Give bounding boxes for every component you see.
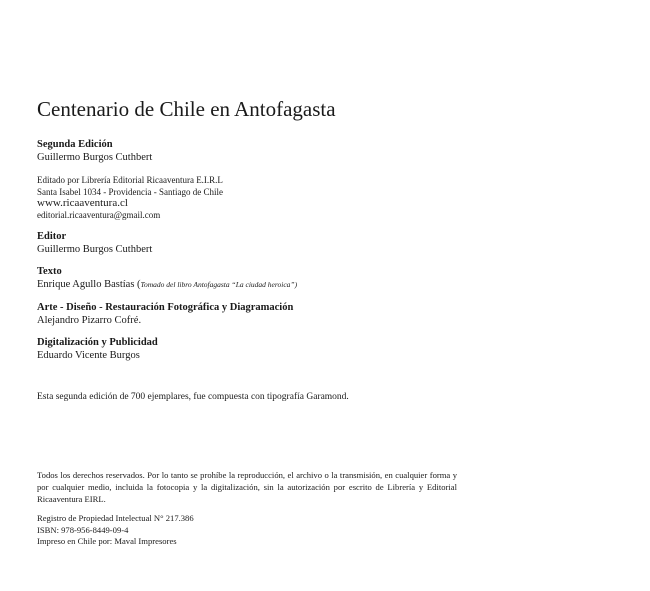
editor-name: Guillermo Burgos Cuthbert: [37, 243, 153, 255]
edition-author: Guillermo Burgos Cuthbert: [37, 151, 153, 163]
registry-number: Registro de Propiedad Intelectual N° 217.386: [37, 513, 194, 523]
digital-block: [37, 337, 158, 362]
rights-paragraph: Todos los derechos reservados. Por lo tanto se prohíbe la reproducción, el archivo o la transmisión, en cualquier forma y por cualquier medio, incluida la fotocopia y la digitalización, sin la autorización por escrito de Librería y Editorial Ricaaventura EIRL.: [37, 470, 457, 504]
digital-heading: Digitalización y Publicidad: [37, 337, 158, 348]
publisher-email: editorial.ricaaventura@gmail.com: [37, 209, 161, 220]
editor-block: [37, 231, 152, 256]
printer: Impreso en Chile por: Maval Impresores: [37, 536, 177, 546]
book-title: Centenario de Chile en Antofagasta: [37, 97, 336, 121]
editor-heading: Editor: [37, 231, 67, 242]
edition-block: [37, 139, 152, 164]
texto-block: [37, 266, 297, 291]
texto-name: Enrique Agullo Bastías (: [37, 278, 141, 290]
colophon-note: Esta segunda edición de 700 ejemplares, fue compuesta con tipografía Garamond.: [37, 392, 349, 402]
isbn: ISBN: 978-956-8449-09-4: [37, 524, 129, 535]
arte-block: [37, 302, 293, 327]
arte-heading: Arte - Diseño - Restauración Fotográfica y Diagramación: [37, 302, 294, 313]
publisher-website: www.ricaaventura.cl: [37, 197, 128, 209]
publisher-line1: Editado por Librería Editorial Ricaaventura E.I.R.L: [37, 175, 223, 185]
texto-line: [37, 279, 297, 292]
publisher-block: [37, 175, 223, 221]
texto-heading: Texto: [37, 266, 62, 277]
edition-heading: Segunda Edición: [37, 139, 113, 150]
texto-source-note: Tomado del libro Antofagasta “La ciudad heroica”): [140, 279, 298, 289]
registry-block: [37, 513, 194, 548]
digital-name: Eduardo Vicente Burgos: [37, 349, 140, 361]
publisher-address: Santa Isabel 1034 - Providencia - Santiago de Chile: [37, 186, 223, 197]
arte-name: Alejandro Pizarro Cofré.: [37, 314, 142, 326]
